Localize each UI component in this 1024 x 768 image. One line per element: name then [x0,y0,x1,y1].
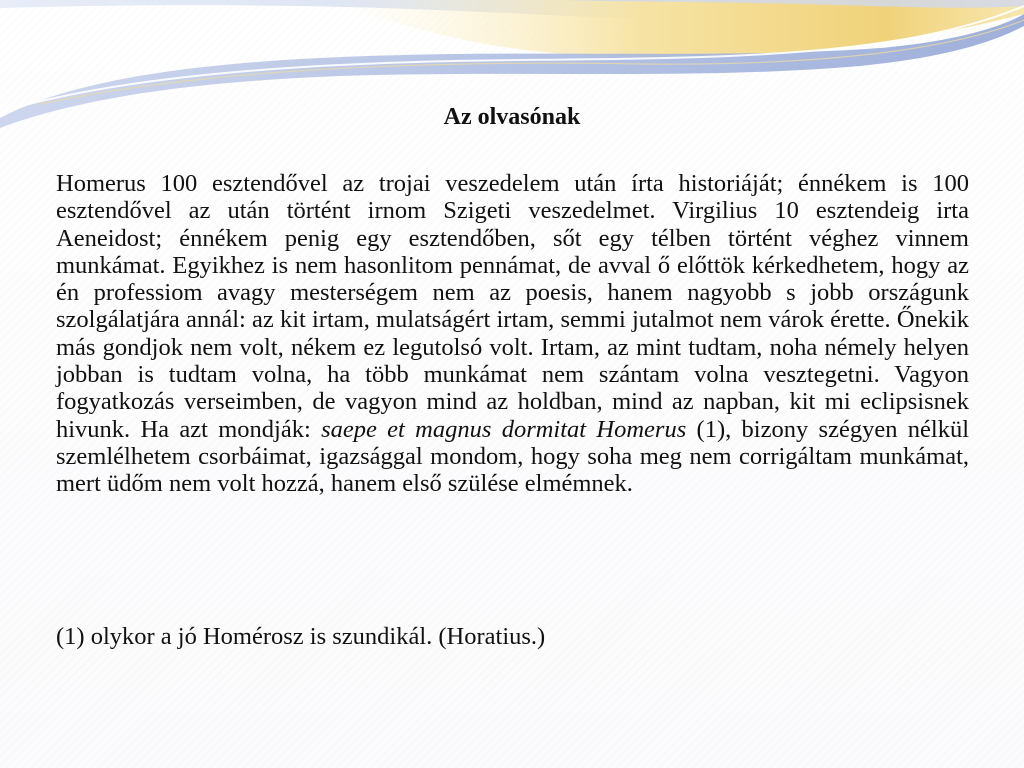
body-text-part-1: Homerus 100 esztendővel az trojai veszedelem után írta historiáját; énnékem is 100 esztendővel az után történt irnom Szigeti veszedelmet. Virgilius 10 esztendeig irta Aeneidost; énnékem penig egy esztendőben, sőt egy télben történt véghez vinnem munkámat. Egyikhez is nem hasonlitom pennámat, de avval ő előttök kérkedhetem, hogy az én professiom avagy mesterségem nem az poesis, hanem nagyobb s jobb országunk szolgálatjára annál: az kit irtam, mulatságért irtam, semmi jutalmot nem várok érette. Őnekik más gondjok nem volt, nékem ez legutolsó volt. Irtam, az mint tudtam, noha némely helyen jobban is tudtam volna, ha több munkámat nem szántam volna vesztegetni. Vagyon fogyatkozás verseimben, de vagyon mind az holdban, mind az napban, kit mi eclipsisnek hivunk. Ha azt mondják: [56,170,969,443]
body-paragraph [56,170,969,498]
latin-quote: saepe et magnus dormitat Homerus [321,415,687,443]
slide-title: Az olvasónak [443,104,581,130]
body-text-part-2: (1), bizony szégyen nélkül szemlélhetem csorbáimat, igazsággal mondom, hogy soha meg nem corrigáltam munkámat, mert üdőm nem volt hozzá, hanem első szülése elmémnek. [56,415,969,498]
footnote: (1) olykor a jó Homérosz is szundikál. (Horatius.) [56,623,546,650]
